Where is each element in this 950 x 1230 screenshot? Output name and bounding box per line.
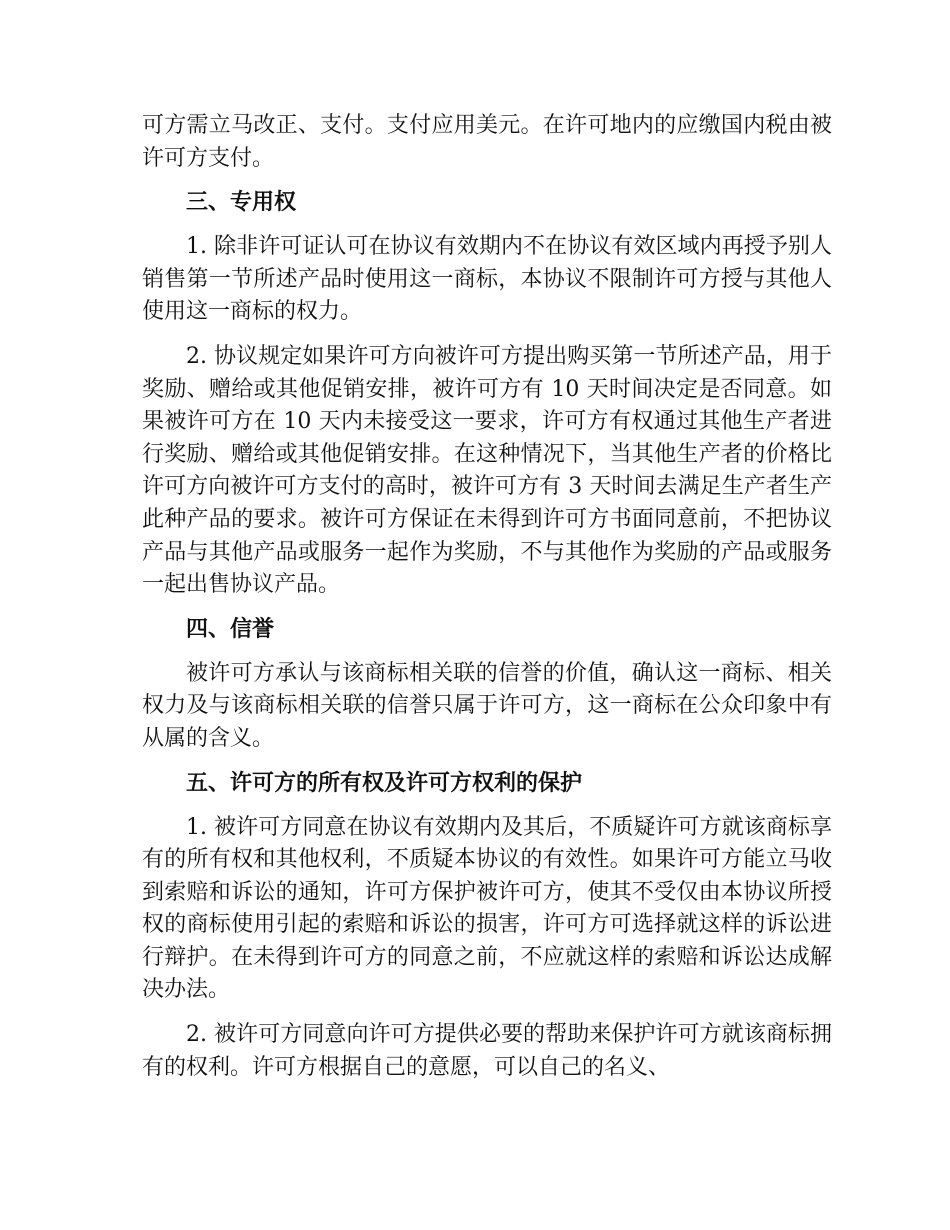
section-heading-goodwill: 四、信誉 (186, 616, 275, 642)
paragraph-exclusive-rights-1: 1. 除非许可证认可在协议有效期内不在协议有效区域内再授予别人销售第一节所述产品时使用这一商标，本协议不限制许可方授与其他人使用这一商标的权力。 (142, 234, 832, 325)
paragraph-ownership-1: 1. 被许可方同意在协议有效期内及其后，不质疑许可方就该商标享有的所有权和其他权利，不质疑本协议的有效性。如果许可方能立马收到索赔和诉讼的通知，许可方保护被许可方，使其不受仅由本协议所授权的商标使用引起的索赔和诉讼的损害，许可方可选择就这样的诉讼进行辩护。在未得到许可方的同意之前，不应就这样的索赔和诉讼达成解决办法。 (142, 814, 832, 1003)
paragraph-goodwill: 被许可方承认与该商标相关联的信誉的价值，确认这一商标、相关权力及与该商标相关联的信誉只属于许可方，这一商标在公众印象中有从属的含义。 (142, 660, 832, 751)
section-heading-exclusive-rights: 三、专用权 (186, 190, 297, 216)
paragraph-exclusive-rights-2: 2. 协议规定如果许可方向被许可方提出购买第一节所述产品，用于奖励、赠给或其他促销安排，被许可方有 10 天时间决定是否同意。如果被许可方在 10 天内未接受这一要求，许可方有权通过其他生产者进行奖励、赠给或其他促销安排。在这种情况下，当其他生产者的价格比许可方向被许可方支付的高时，被许可方有 3 天时间去满足生产者生产此种产品的要求。被许可方保证在未得到许可方书面同意前，不把协议产品与其他产品或服务一起作为奖励，不与其他作为奖励的产品或服务一起出售协议产品。 (142, 343, 832, 598)
paragraph-payment-tax: 可方需立马改正、支付。支付应用美元。在许可地内的应缴国内税由被许可方支付。 (142, 113, 832, 171)
section-heading-ownership-protection: 五、许可方的所有权及许可方权利的保护 (186, 770, 583, 796)
document-page (142, 110, 832, 1096)
paragraph-ownership-2: 2. 被许可方同意向许可方提供必要的帮助来保护许可方就该商标拥有的权利。许可方根据自己的意愿，可以自己的名义、 (142, 1022, 832, 1080)
